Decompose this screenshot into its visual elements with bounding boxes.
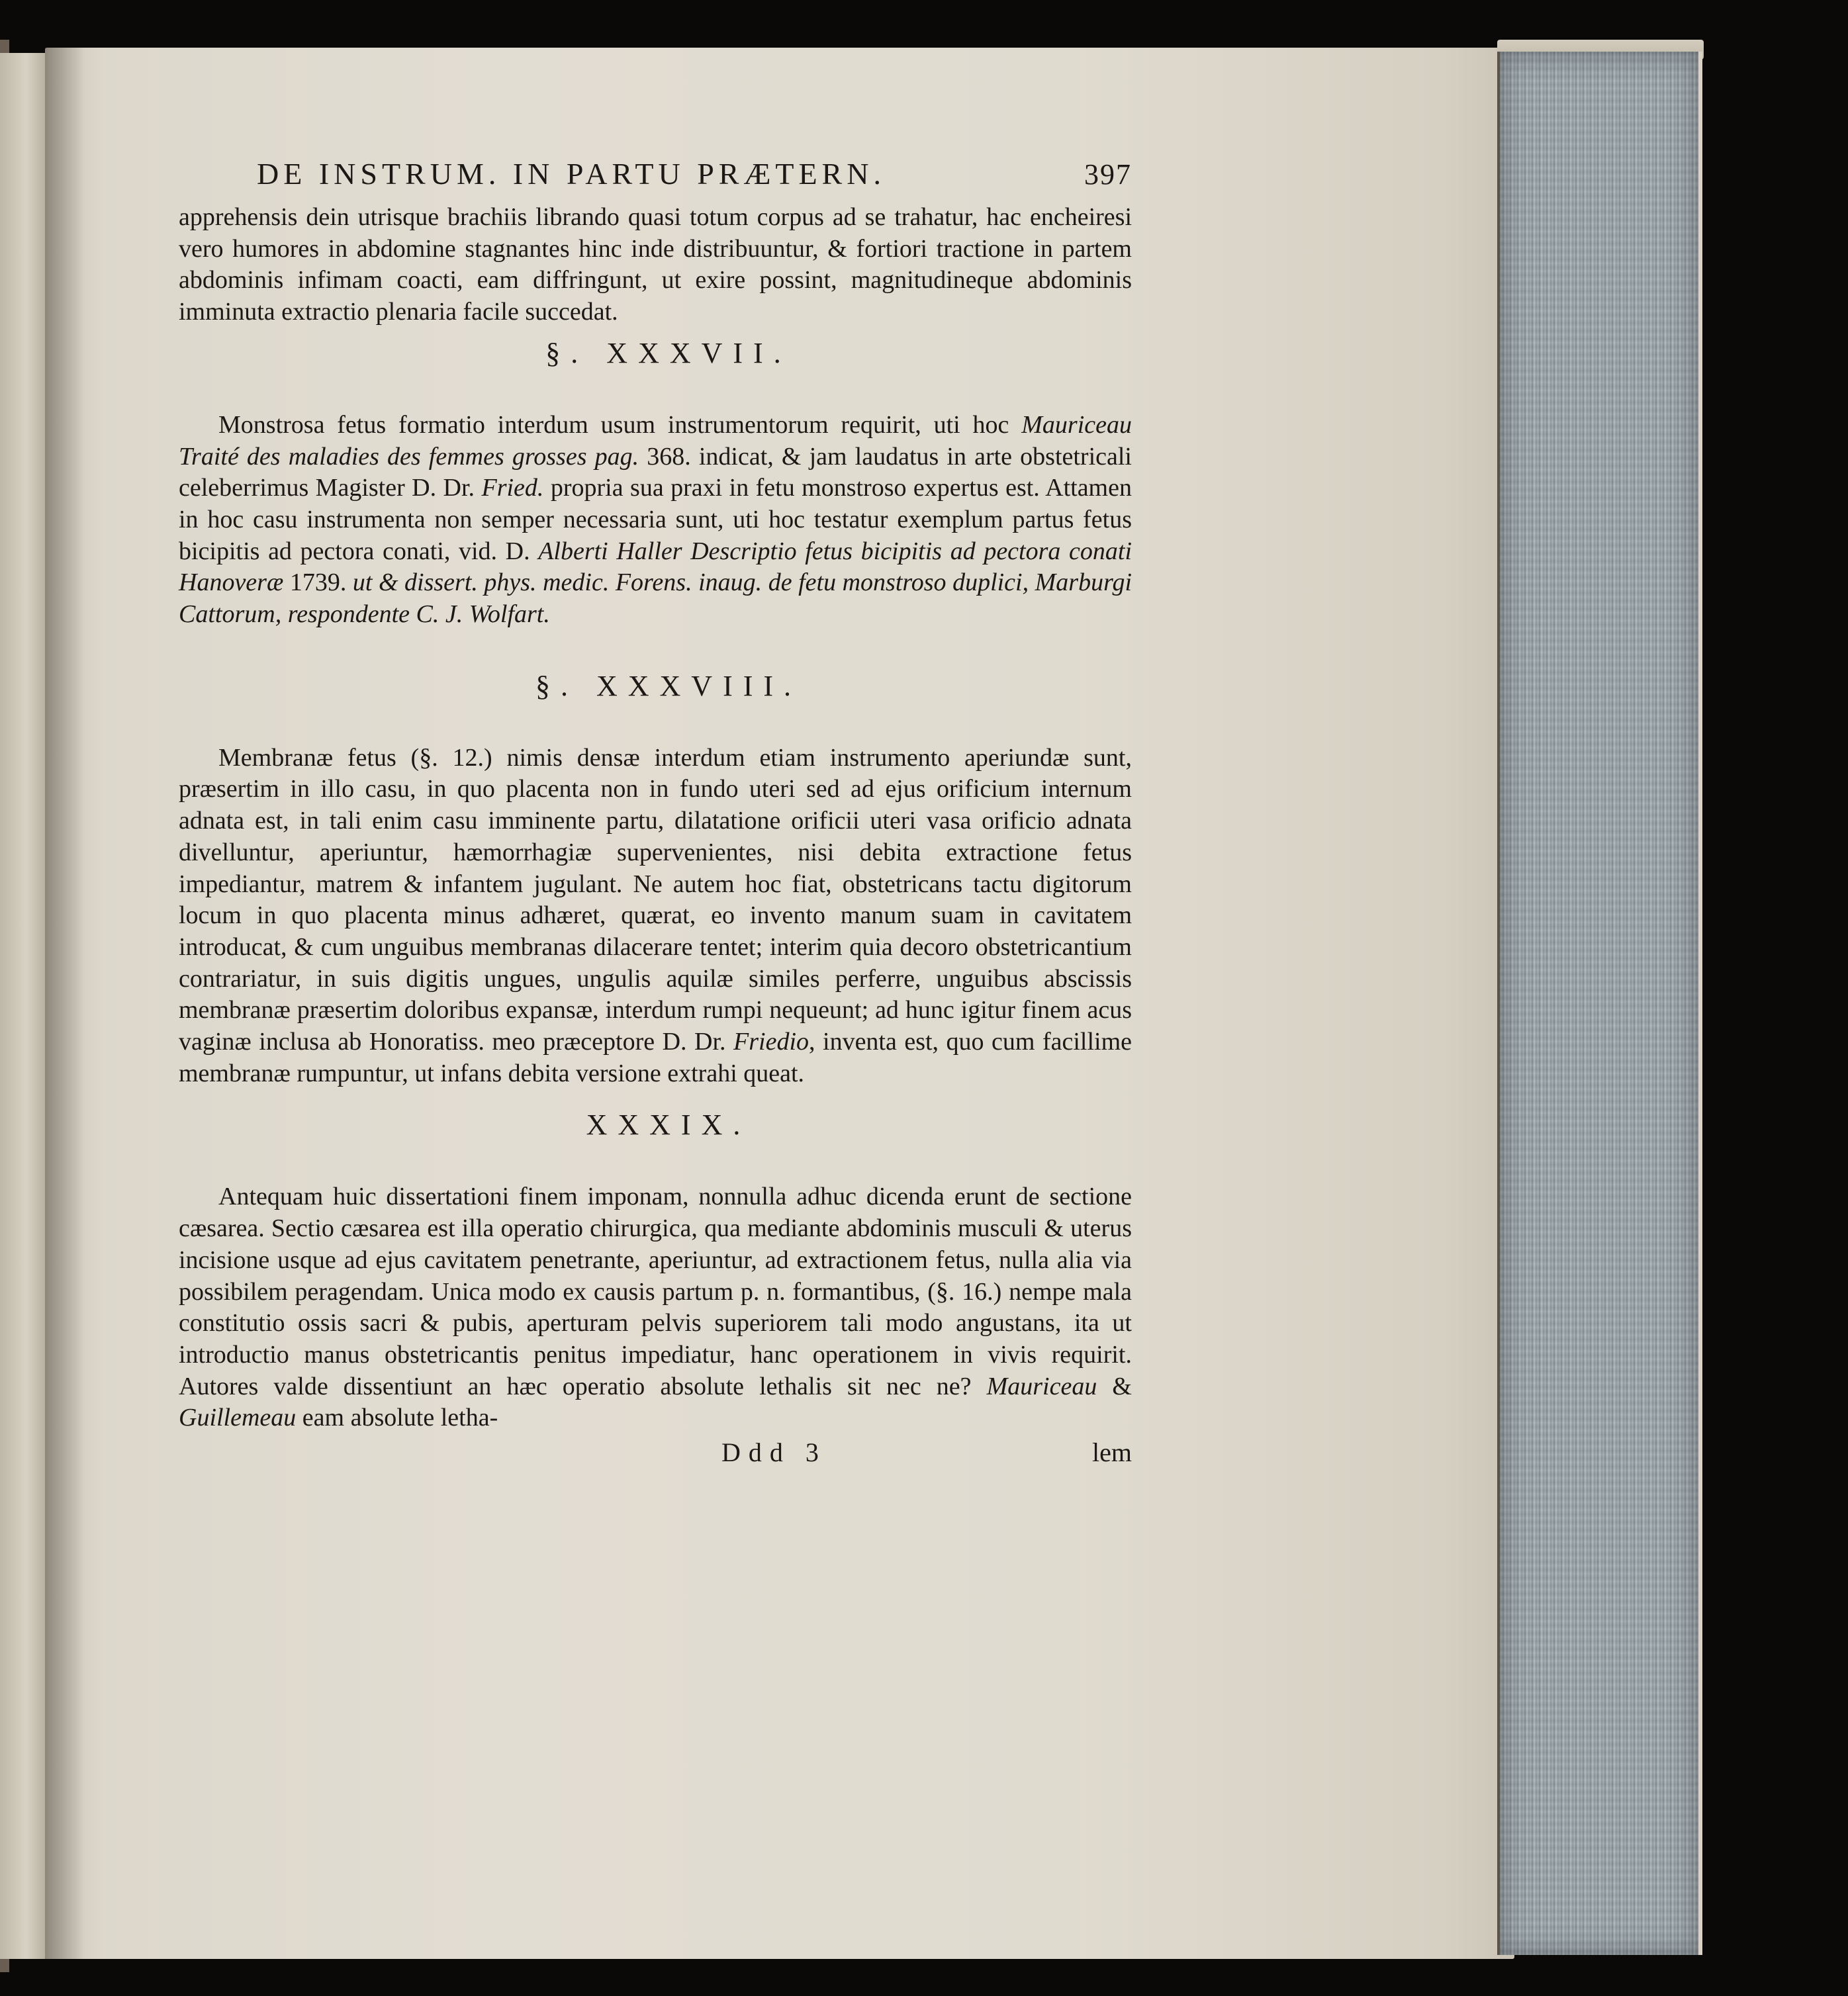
catchword: lem	[1092, 1437, 1132, 1468]
paragraph-2-text-a: Monstrosa fetus formatio interdum usum instrumentorum requirit, uti hoc	[218, 410, 1022, 439]
paragraph-4-text-b: &	[1097, 1372, 1132, 1400]
paragraph-2	[179, 410, 1132, 631]
gutter-shadow	[45, 48, 85, 1959]
section-heading-xxxviii: §. XXXVIII.	[535, 669, 802, 702]
running-title: DE INSTRUM. IN PARTU PRÆTERN.	[257, 157, 886, 191]
paragraph-4-text-a: Antequam huic dissertationi finem imponam, nonnulla adhuc dicenda erunt de sectione cæsarea. Sectio cæsarea est illa operatio chirurgica, qua mediante abdominis musculi & uterus incisione usque ad ejus cavitatem penetrante, aperiuntur, ad extractionem fetus, nulla alia via possibilem peragendam. Unica modo ex causis partum p. n. formantibus, (§. 16.) nempe mala constitutio ossis sacri & pubis, aperturam pelvis superiorem tali modo angustans, ita ut introductio manus obstetricantis penitus impediatur, hanc operationem in vivis requirit. Autores valde dissentiunt an hæc operatio absolute lethalis sit nec ne?	[179, 1183, 1132, 1400]
paragraph-4-italic-a: Mauriceau	[986, 1372, 1097, 1400]
paragraph-2-italic-a: Mauriceau Traité des maladies des femmes grosses pag.	[179, 410, 1132, 471]
page-text	[179, 156, 1132, 1468]
paragraph-3-text-b: , inventa est, quo cum facillime membranæ rumpuntur, ut infans debita versione extrahi queat.	[179, 1028, 1132, 1087]
book-fore-edge	[1497, 52, 1702, 1955]
page-footer	[179, 1437, 1132, 1468]
paragraph-3-text-a: Membranæ fetus (§. 12.) nimis densæ interdum etiam instrumento aperiundæ sunt, præsertim in illo casu, in quo placenta non in fundo uteri sed ad ejus orificium internum adnata est, in tali enim casu imminente partu, dilatatione orificii uteri vasa orificio adnata divelluntur, aperiuntur, hæmorrhagiæ supervenientes, nisi debita extractione fetus impediantur, matrem & infantem jugulant. Ne autem hoc fiat, obstetricans tactu digitorum locum in quo placenta minus adhæret, quærat, eo invento manum suam in cavitatem introducat, & cum unguibus membranas dilacerare tentet; interim quia decoro obstetricantium contrariatur, in suis digitis ungues, ungulis aquilæ similes perferre, unguibus abscissis membranæ præsertim doloribus expansæ, interdum rumpi nequeunt; ad hunc igitur finem acus vaginæ inclusa ab Honoratiss. meo præceptore D. Dr.	[179, 743, 1132, 1056]
page-number: 397	[1084, 158, 1132, 191]
paragraph-1: apprehensis dein utrisque brachiis librando quasi totum corpus ad se trahatur, hac encheiresi vero humores in abdomine stagnantes hinc inde distribuuntur, & fortiori tractione in partem abdominis infimam coacti, eam diffringunt, ut exire possint, magnitudineque abdominis imminuta extractio plenaria facile succedat.	[179, 203, 1132, 326]
paragraph-4-italic-b: Guillemeau	[179, 1404, 297, 1432]
paragraph-4	[179, 1181, 1132, 1434]
paragraph-4-text-c: eam absolute letha-	[296, 1404, 498, 1432]
signature-mark: Ddd 3	[721, 1437, 827, 1468]
paragraph-3	[179, 743, 1132, 1090]
paragraph-2-text-b: 368. indicat, & jam laudatus in arte obstetricali celeberrimus Magister D. Dr.	[179, 442, 1132, 502]
paragraph-3-italic: Friedio	[733, 1028, 809, 1056]
paragraph-2-italic-d: ut & dissert. phys. medic. Forens. inaug. de fetu monstroso duplici, Marburgi Cattorum, respondente C. J. Wolfart.	[179, 568, 1132, 629]
section-heading-xxxix: XXXIX.	[586, 1109, 751, 1142]
paragraph-2-text-d: 1739.	[283, 568, 353, 597]
running-head	[179, 156, 1132, 191]
left-page-edge	[0, 53, 50, 1959]
paragraph-2-italic-b: Fried.	[481, 474, 544, 502]
paragraph-2-italic-c: Alberti Haller Descriptio fetus bicipitis ad pectora conati Hanoveræ	[179, 537, 1132, 597]
paragraph-2-text-c: propria sua praxi in fetu monstroso expertus est. Attamen in hoc casu instrumenta non semper necessaria sunt, uti hoc testatur exemplum partus fetus bicipitis ad pectora conati, vid. D.	[179, 474, 1132, 565]
section-heading-xxxvii: §. XXXVII.	[545, 336, 792, 369]
